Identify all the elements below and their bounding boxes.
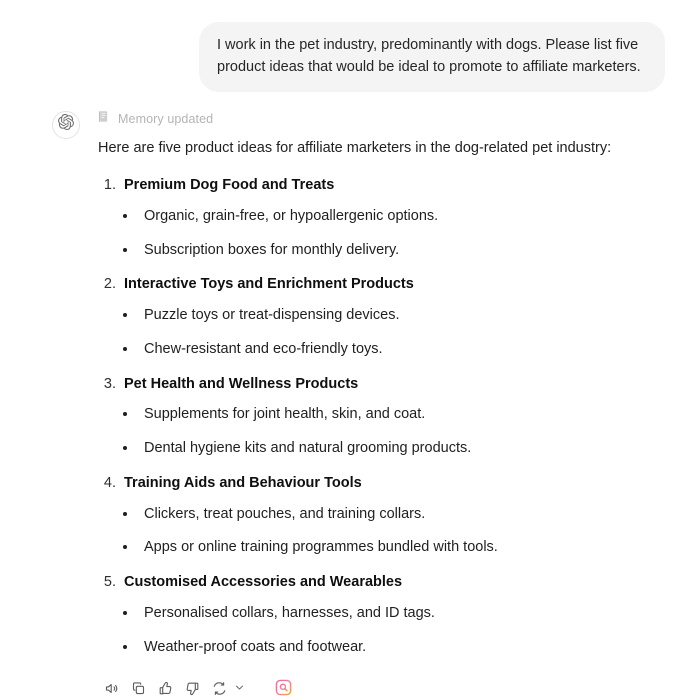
user-message-bubble: I work in the pet industry, predominantly with dogs. Please list five product ideas that would be ideal to promote to affiliate marketers. xyxy=(199,22,665,92)
list-item xyxy=(120,565,618,664)
search-badge-icon xyxy=(275,679,292,699)
bullet-item: • Clickers, treat pouches, and training collars. xyxy=(138,498,618,532)
product-ideas-list xyxy=(98,168,618,664)
openai-logo-icon xyxy=(58,114,74,135)
idea-title: 1. Premium Dog Food and Treats xyxy=(124,177,335,194)
idea-bullets xyxy=(120,200,618,268)
idea-title: 4. Training Aids and Behaviour Tools xyxy=(124,474,362,491)
good-response-button[interactable] xyxy=(154,677,177,700)
idea-title: 3. Pet Health and Wellness Products xyxy=(124,375,359,392)
bullet-item: • Supplements for joint health, skin, and coat. xyxy=(138,398,618,432)
idea-title: 2. Interactive Toys and Enrichment Products xyxy=(124,276,414,293)
idea-title: 5. Customised Accessories and Wearables xyxy=(124,574,403,591)
memory-book-icon xyxy=(98,110,111,128)
model-switch-button[interactable] xyxy=(232,677,247,700)
bullet-item: • Dental hygiene kits and natural grooming products. xyxy=(138,432,618,466)
bullet-item: • Subscription boxes for monthly delivery. xyxy=(138,234,618,268)
user-message-row xyxy=(0,0,700,92)
read-aloud-button[interactable] xyxy=(100,677,123,700)
list-item xyxy=(120,168,618,267)
speaker-icon xyxy=(104,681,119,696)
bullet-item: • Weather-proof coats and footwear. xyxy=(138,631,618,665)
thumbs-down-icon xyxy=(185,681,200,696)
list-item xyxy=(120,367,618,466)
regenerate-button[interactable] xyxy=(208,677,231,700)
memory-updated-notice[interactable] xyxy=(98,110,618,128)
response-intro-text: Here are five product ideas for affiliate marketers in the dog-related pet industry: xyxy=(98,139,612,156)
assistant-message-row xyxy=(0,92,700,700)
assistant-avatar xyxy=(52,111,80,139)
bullet-item: • Organic, grain-free, or hypoallergenic options. xyxy=(138,200,618,234)
refresh-icon xyxy=(212,681,227,696)
idea-bullets xyxy=(120,299,618,367)
thumbs-up-icon xyxy=(158,681,173,696)
copy-icon xyxy=(131,681,146,696)
chevron-down-icon xyxy=(234,681,245,696)
copy-button[interactable] xyxy=(127,677,150,700)
message-action-toolbar xyxy=(98,664,618,700)
bullet-item: • Chew-resistant and eco-friendly toys. xyxy=(138,333,618,367)
idea-bullets xyxy=(120,398,618,466)
bullet-item: • Puzzle toys or treat-dispensing devices. xyxy=(138,299,618,333)
assistant-content xyxy=(98,110,618,700)
idea-bullets xyxy=(120,597,618,665)
bad-response-button[interactable] xyxy=(181,677,204,700)
memory-updated-label: Memory updated xyxy=(118,111,214,126)
search-source-button[interactable] xyxy=(272,677,295,700)
list-item xyxy=(120,267,618,366)
bullet-item: • Personalised collars, harnesses, and ID tags. xyxy=(138,597,618,631)
bullet-item: • Apps or online training programmes bundled with tools. xyxy=(138,531,618,565)
idea-bullets xyxy=(120,498,618,566)
list-item xyxy=(120,466,618,565)
